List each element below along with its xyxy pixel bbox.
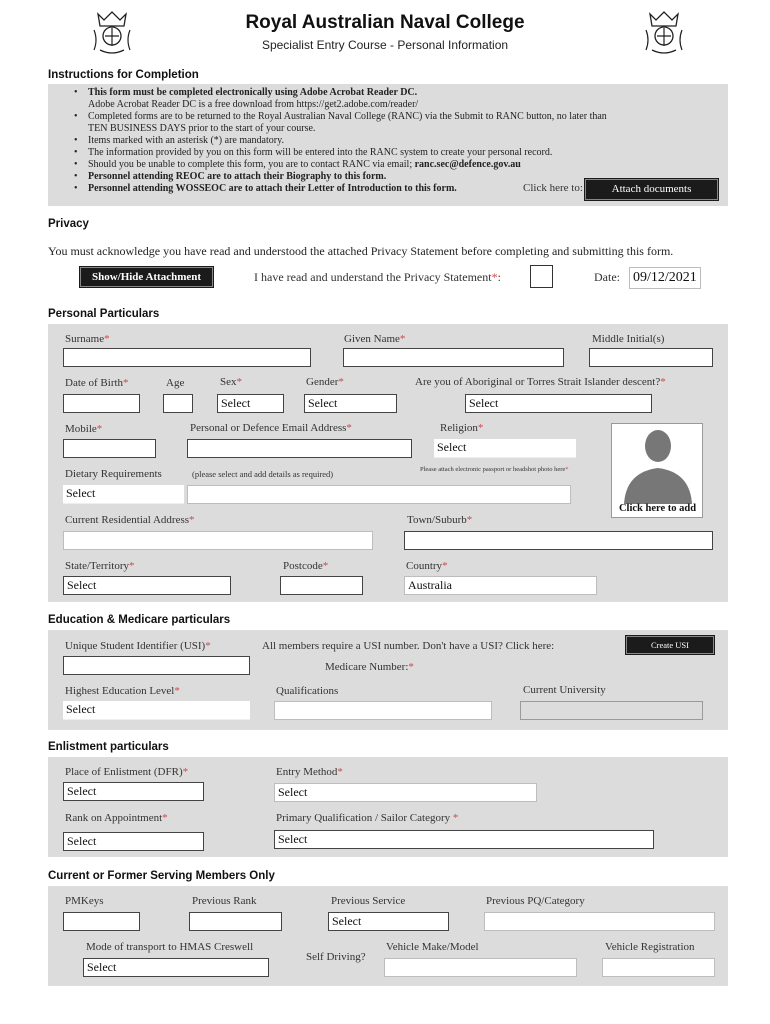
show-hide-attachment-button[interactable]: Show/Hide Attachment bbox=[80, 267, 213, 287]
middle-initials-input[interactable] bbox=[589, 348, 713, 367]
postcode-input[interactable] bbox=[280, 576, 363, 595]
dietary-label: Dietary Requirements bbox=[65, 468, 162, 480]
instruction-item: • Personnel attending WOSSEOC are to attach their Letter of Introduction to this form. bbox=[74, 183, 714, 195]
state-label: State/Territory* bbox=[65, 560, 135, 572]
gender-label: Gender* bbox=[306, 376, 344, 388]
transport-select[interactable]: Select bbox=[83, 958, 269, 977]
previous-service-select[interactable]: Select bbox=[328, 912, 449, 931]
given-name-label: Given Name* bbox=[344, 333, 406, 345]
address-input[interactable] bbox=[63, 531, 373, 550]
ranc-email-link[interactable]: ranc.sec@defence.gov.au bbox=[414, 159, 521, 170]
create-usi-button[interactable]: Create USI bbox=[626, 636, 714, 654]
instruction-item: Adobe Acrobat Reader DC is a free download from https://get2.adobe.com/reader/ bbox=[88, 99, 419, 110]
primary-qualification-select[interactable]: Select bbox=[274, 830, 654, 849]
age-input[interactable] bbox=[163, 394, 193, 413]
age-label: Age bbox=[166, 377, 185, 389]
instruction-item: • The information provided by you on this form will be entered into the RANC system to create your personal record. bbox=[74, 147, 714, 159]
email-label: Personal or Defence Email Address* bbox=[190, 422, 352, 434]
entry-method-select[interactable]: Select bbox=[274, 783, 537, 802]
university-label: Current University bbox=[523, 684, 606, 696]
entry-method-label: Entry Method* bbox=[276, 766, 343, 778]
enlistment-place-select[interactable]: Select bbox=[63, 782, 204, 801]
dob-label: Date of Birth* bbox=[65, 377, 129, 389]
religion-label: Religion* bbox=[440, 422, 484, 434]
instructions-panel bbox=[48, 84, 728, 206]
rank-appointment-label: Rank on Appointment* bbox=[65, 812, 168, 824]
dietary-note: (please select and add details as required) bbox=[192, 469, 334, 479]
highest-education-label: Highest Education Level* bbox=[65, 685, 180, 697]
given-name-input[interactable] bbox=[343, 348, 564, 367]
instructions-heading: Instructions for Completion bbox=[48, 69, 199, 81]
privacy-statement: You must acknowledge you have read and understood the attached Privacy Statement before completing and submitting this form. bbox=[48, 244, 674, 258]
instruction-item: • Should you be unable to complete this form, you are to contact RANC via email; ranc.sec@defence.gov.au bbox=[74, 159, 714, 171]
attach-documents-button[interactable]: Attach documents bbox=[585, 179, 718, 200]
surname-input[interactable] bbox=[63, 348, 311, 367]
dob-input[interactable] bbox=[63, 394, 140, 413]
pmkeys-input[interactable] bbox=[63, 912, 140, 931]
postcode-label: Postcode* bbox=[283, 560, 329, 572]
country-select[interactable]: Australia bbox=[404, 576, 597, 595]
email-input[interactable] bbox=[187, 439, 412, 458]
self-driving-label: Self Driving? bbox=[306, 951, 366, 963]
serving-heading: Current or Former Serving Members Only bbox=[48, 870, 275, 882]
highest-education-select[interactable]: Select bbox=[63, 701, 250, 720]
photo-note: Please attach electronic passport or headshot photo here* bbox=[420, 466, 569, 473]
aboriginal-label: Are you of Aboriginal or Torres Strait Islander descent?* bbox=[415, 376, 666, 388]
personal-heading: Personal Particulars bbox=[48, 308, 160, 320]
surname-label: Surname* bbox=[65, 333, 110, 345]
page-subtitle: Specialist Entry Course - Personal Information bbox=[261, 38, 509, 52]
vehicle-registration-input[interactable] bbox=[602, 958, 715, 977]
instruction-item: TEN BUSINESS DAYS prior to the start of your course. bbox=[88, 123, 316, 134]
country-label: Country* bbox=[406, 560, 448, 572]
mobile-label: Mobile* bbox=[65, 423, 103, 435]
qualifications-label: Qualifications bbox=[276, 685, 339, 697]
sex-select[interactable]: Select bbox=[217, 394, 284, 413]
sex-label: Sex* bbox=[220, 376, 242, 388]
middle-initials-label: Middle Initial(s) bbox=[592, 333, 665, 345]
town-label: Town/Suburb* bbox=[407, 514, 473, 526]
privacy-heading: Privacy bbox=[48, 218, 89, 230]
previous-rank-label: Previous Rank bbox=[192, 895, 257, 907]
address-label: Current Residential Address* bbox=[65, 514, 195, 526]
enlistment-heading: Enlistment particulars bbox=[48, 741, 169, 753]
usi-input[interactable] bbox=[63, 656, 250, 675]
state-select[interactable]: Select bbox=[63, 576, 231, 595]
education-heading: Education & Medicare particulars bbox=[48, 614, 231, 626]
instruction-item: • Items marked with an asterisk (*) are mandatory. bbox=[74, 135, 714, 147]
gender-select[interactable]: Select bbox=[304, 394, 397, 413]
photo-add-button[interactable]: Click here to add bbox=[618, 503, 697, 514]
religion-select[interactable]: Select bbox=[434, 439, 576, 458]
town-input[interactable] bbox=[404, 531, 713, 550]
enlistment-place-label: Place of Enlistment (DFR)* bbox=[65, 766, 189, 778]
aboriginal-select[interactable]: Select bbox=[465, 394, 652, 413]
primary-qualification-label: Primary Qualification / Sailor Category * bbox=[276, 812, 459, 824]
person-silhouette-icon bbox=[612, 424, 704, 504]
page-title: Royal Australian Naval College bbox=[245, 12, 525, 33]
previous-pq-input[interactable] bbox=[484, 912, 715, 931]
previous-rank-input[interactable] bbox=[189, 912, 282, 931]
previous-pq-label: Previous PQ/Category bbox=[486, 895, 585, 907]
rank-appointment-select[interactable]: Select bbox=[63, 832, 204, 851]
pmkeys-label: PMKeys bbox=[65, 895, 104, 907]
instruction-item: • Personnel attending REOC are to attach their Biography to this form. bbox=[74, 171, 714, 183]
transport-label: Mode of transport to HMAS Creswell bbox=[86, 941, 254, 953]
vehicle-make-input[interactable] bbox=[384, 958, 577, 977]
usi-note: All members require a USI number. Don't have a USI? Click here: bbox=[262, 640, 555, 652]
instruction-item: • This form must be completed electronically using Adobe Acrobat Reader DC. bbox=[74, 87, 714, 99]
instruction-item: • Completed forms are to be returned to the Royal Australian Naval College (RANC) via the Submit to RANC button, no later than bbox=[74, 111, 714, 123]
vehicle-make-label: Vehicle Make/Model bbox=[386, 941, 479, 953]
date-label: Date: bbox=[594, 270, 620, 284]
medicare-label: Medicare Number:* bbox=[325, 661, 414, 673]
previous-service-label: Previous Service bbox=[331, 895, 406, 907]
click-here-label: Click here to: bbox=[523, 182, 583, 194]
acknowledge-label: I have read and understand the Privacy Statement*: bbox=[254, 270, 501, 284]
university-input[interactable] bbox=[520, 701, 703, 720]
qualifications-input[interactable] bbox=[274, 701, 492, 720]
date-field[interactable]: 09/12/2021 bbox=[629, 267, 701, 289]
dietary-select[interactable]: Select bbox=[63, 485, 184, 504]
usi-label: Unique Student Identifier (USI)* bbox=[65, 640, 211, 652]
dietary-details-input[interactable] bbox=[187, 485, 571, 504]
acknowledge-checkbox[interactable] bbox=[530, 265, 553, 288]
mobile-input[interactable] bbox=[63, 439, 156, 458]
vehicle-registration-label: Vehicle Registration bbox=[605, 941, 695, 953]
